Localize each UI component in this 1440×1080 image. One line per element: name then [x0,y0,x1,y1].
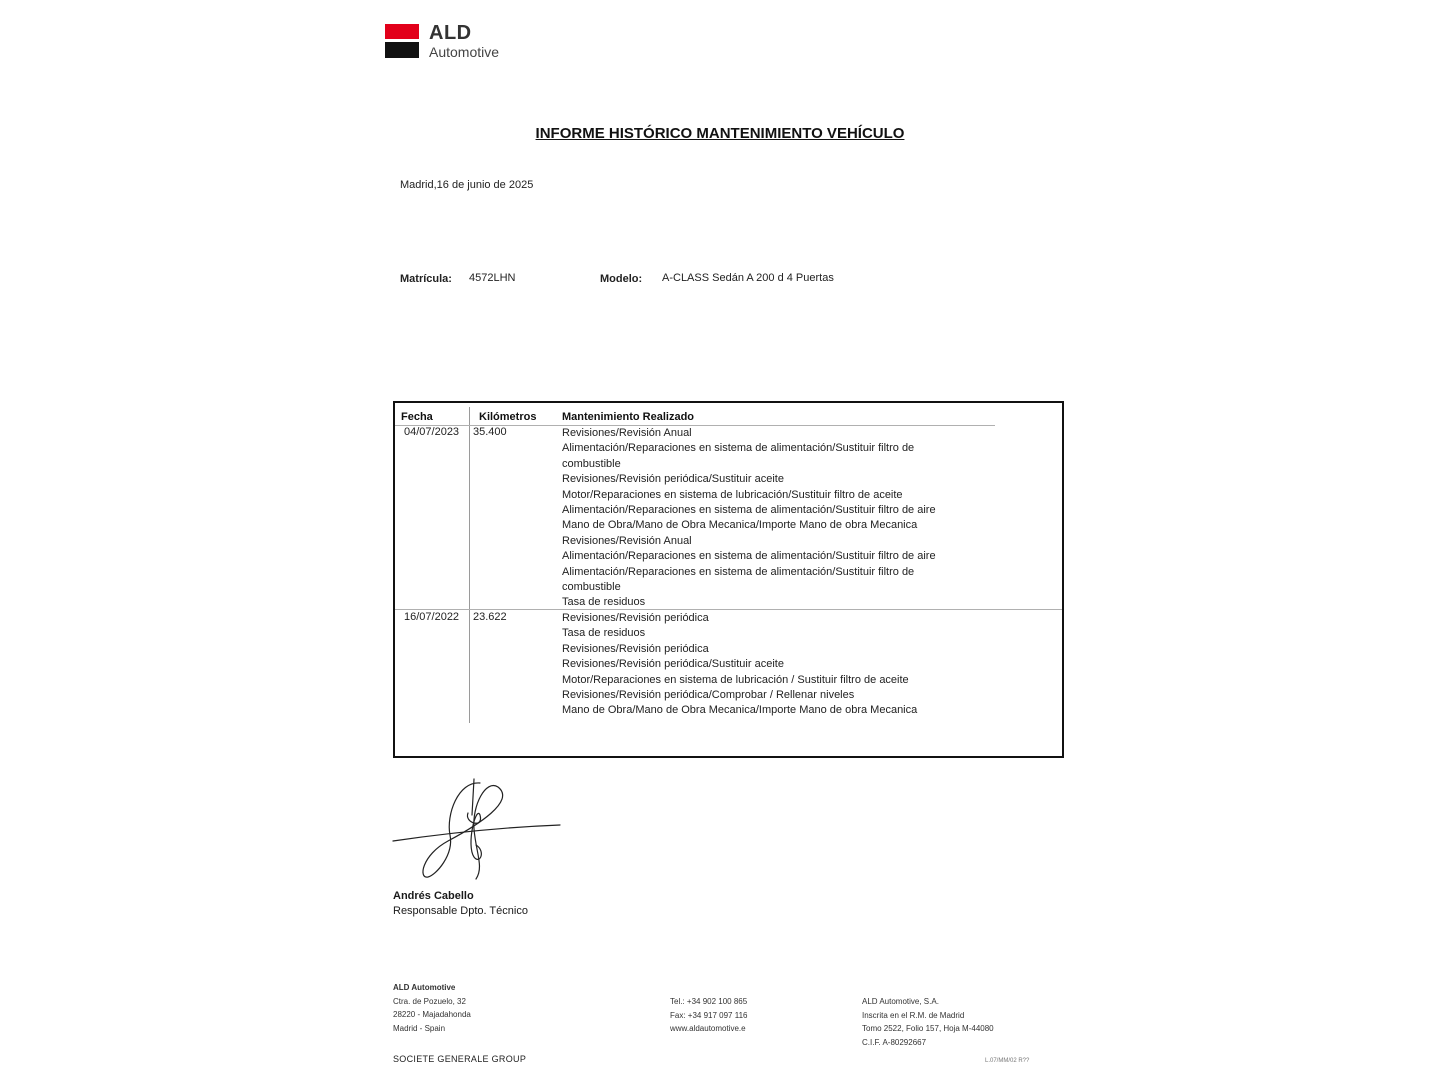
header-date: Fecha [401,411,433,423]
footer-company: ALD Automotive [393,983,456,992]
work-item: Tasa de residuos [562,627,646,640]
footer-line: Inscrita en el R.M. de Madrid [862,1010,965,1020]
work-item: Motor/Reparaciones en sistema de lubricación / Sustituir filtro de aceite [562,673,909,686]
work-item: Mano de Obra/Mano de Obra Mecanica/Importe Mano de obra Mecanica [562,519,918,532]
maintenance-table [393,401,1064,758]
row-km: 35.400 [473,426,507,438]
row-km: 23.622 [473,611,507,623]
group-name: SOCIETE GENERALE GROUP [393,1054,527,1064]
footer-address [393,981,471,1035]
work-item: Revisiones/Revisión periódica/Comprobar / Rellenar niveles [562,688,855,701]
column-divider [469,407,470,723]
model-value: A-CLASS Sedán A 200 d 4 Puertas [662,272,834,284]
footer-phone: Tel.: +34 902 100 865 [670,997,748,1006]
footer-line: 28220 - Majadahonda [393,1010,471,1020]
work-item: Alimentación/Reparaciones en sistema de alimentación/Sustituir filtro de [562,442,915,455]
document-code: L.07/MM/02 R?? [985,1058,1030,1064]
work-item: Revisiones/Revisión Anual [562,534,692,547]
work-item: Mano de Obra/Mano de Obra Mecanica/Importe Mano de obra Mecanica [562,704,918,717]
work-item: combustible [562,457,621,470]
footer-line: C.I.F. A-80292667 [862,1037,927,1047]
plate-value: 4572LHN [469,272,516,284]
footer-website: www.aldautomotive.e [670,1024,746,1034]
footer-line: ALD Automotive, S.A. [862,997,939,1006]
header-work: Mantenimiento Realizado [562,411,695,423]
signer-name: Andrés Cabello [393,890,474,902]
plate-label: Matrícula: [400,273,452,285]
footer-line: Tomo 2522, Folio 157, Hoja M-44080 [862,1024,994,1034]
work-item: Revisiones/Revisión periódica [562,642,709,655]
footer-line: Madrid - Spain [393,1023,446,1033]
work-item: Revisiones/Revisión periódica/Sustituir aceite [562,473,784,486]
footer-line: Ctra. de Pozuelo, 32 [393,996,466,1006]
work-item: combustible [562,580,621,593]
work-item: Revisiones/Revisión periódica/Sustituir aceite [562,658,784,671]
header-km: Kilómetros [479,411,537,423]
work-item: Motor/Reparaciones en sistema de lubricación/Sustituir filtro de aceite [562,488,903,501]
row-date: 04/07/2023 [404,426,460,438]
report-title: INFORME HISTÓRICO MANTENIMIENTO VEHÍCULO [535,125,905,142]
ald-logo-mark [385,24,419,58]
footer-contact [670,995,747,1036]
footer-fax: Fax: +34 917 097 116 [670,1010,748,1020]
signature-image [388,775,568,885]
work-item: Revisiones/Revisión periódica [562,612,709,624]
work-item: Revisiones/Revisión Anual [562,427,692,439]
row-work-list [562,426,936,611]
row-date: 16/07/2022 [404,611,460,623]
row-work-list [562,611,917,719]
work-item: Alimentación/Reparaciones en sistema de alimentación/Sustituir filtro de [562,565,915,578]
report-date: Madrid,16 de junio de 2025 [400,179,534,191]
signer-role: Responsable Dpto. Técnico [393,905,528,917]
footer-legal [862,995,994,1049]
logo-name-line1: ALD [429,22,472,44]
work-item: Tasa de residuos [562,596,646,609]
model-label: Modelo: [600,273,643,285]
work-item: Alimentación/Reparaciones en sistema de alimentación/Sustituir filtro de aire [562,503,936,516]
logo-name-line2: Automotive [429,44,500,60]
work-item: Alimentación/Reparaciones en sistema de alimentación/Sustituir filtro de aire [562,550,936,563]
